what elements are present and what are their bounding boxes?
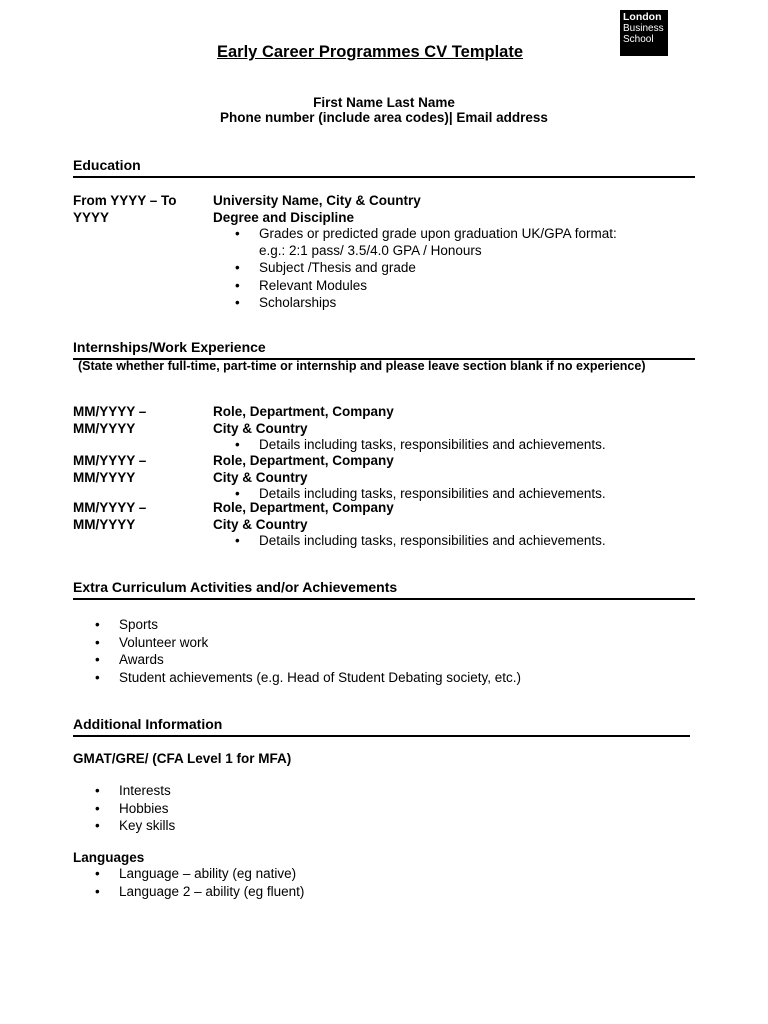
date-start: MM/YYYY –	[73, 404, 147, 419]
additional-info-list	[73, 783, 673, 835]
list-item: • Interests	[73, 783, 673, 800]
list-item: • Details including tasks, responsibilities and achievements.	[213, 486, 683, 503]
role-line: Role, Department, Company	[213, 453, 394, 468]
education-dates-from: From YYYY – To	[73, 193, 177, 208]
list-item: • Key skills	[73, 818, 673, 835]
list-item: • Scholarships	[213, 295, 633, 312]
education-dates	[73, 193, 203, 226]
experience-note: (State whether full-time, part-time or internship and please leave section blank if no experience)	[78, 359, 646, 373]
list-item: • Volunteer work	[73, 635, 673, 652]
experience-dates-2	[73, 453, 203, 486]
experience-entry-3	[213, 500, 683, 550]
list-item: • Details including tasks, responsibilities and achievements.	[213, 437, 683, 454]
document-title: Early Career Programmes CV Template	[217, 43, 523, 61]
education-bullets	[213, 226, 633, 312]
test-scores-line: GMAT/GRE/ (CFA Level 1 for MFA)	[73, 751, 292, 766]
role-line: Role, Department, Company	[213, 500, 394, 515]
logo-line-2: Business	[623, 23, 664, 34]
role-line: Role, Department, Company	[213, 404, 394, 419]
list-item: • Student achievements (e.g. Head of Student Debating society, etc.)	[73, 670, 673, 687]
list-item: • Relevant Modules	[213, 278, 633, 295]
list-item: • Details including tasks, responsibilities and achievements.	[213, 533, 683, 550]
logo-line-3: School	[623, 34, 654, 45]
location-line: City & Country	[213, 469, 308, 485]
list-item: • Language 2 – ability (eg fluent)	[73, 884, 673, 901]
list-item: • Hobbies	[73, 801, 673, 818]
contact-details: Phone number (include area codes)| Email address	[220, 110, 548, 125]
location-line: City & Country	[213, 516, 308, 532]
degree-line: Degree and Discipline	[213, 209, 355, 225]
experience-dates-3	[73, 500, 203, 533]
university-line: University Name, City & Country	[213, 193, 421, 208]
experience-heading: Internships/Work Experience	[73, 339, 695, 360]
list-item: • Awards	[73, 652, 673, 669]
additional-info-heading: Additional Information	[73, 716, 690, 737]
candidate-name: First Name Last Name	[313, 95, 455, 110]
languages-list	[73, 866, 673, 900]
location-line: City & Country	[213, 420, 308, 436]
date-end: MM/YYYY	[73, 420, 136, 436]
experience-dates-1	[73, 404, 203, 437]
list-item: • Sports	[73, 617, 673, 634]
date-end: MM/YYYY	[73, 516, 136, 532]
experience-entry-1	[213, 404, 683, 454]
date-end: MM/YYYY	[73, 469, 136, 485]
list-item: • Language – ability (eg native)	[73, 866, 673, 883]
education-details	[213, 193, 683, 312]
list-item: • Subject /Thesis and grade	[213, 260, 633, 277]
logo-line-1: London	[623, 11, 662, 23]
education-dates-to: YYYY	[73, 209, 110, 225]
experience-entry-2	[213, 453, 683, 503]
date-start: MM/YYYY –	[73, 500, 147, 515]
languages-label: Languages	[73, 850, 145, 865]
date-start: MM/YYYY –	[73, 453, 147, 468]
education-heading: Education	[73, 157, 695, 178]
extra-curriculum-list	[73, 617, 673, 686]
extra-curriculum-heading: Extra Curriculum Activities and/or Achievements	[73, 579, 695, 600]
list-item: • Grades or predicted grade upon graduation UK/GPA format: e.g.: 2:1 pass/ 3.5/4.0 GPA / Honours	[213, 226, 633, 259]
